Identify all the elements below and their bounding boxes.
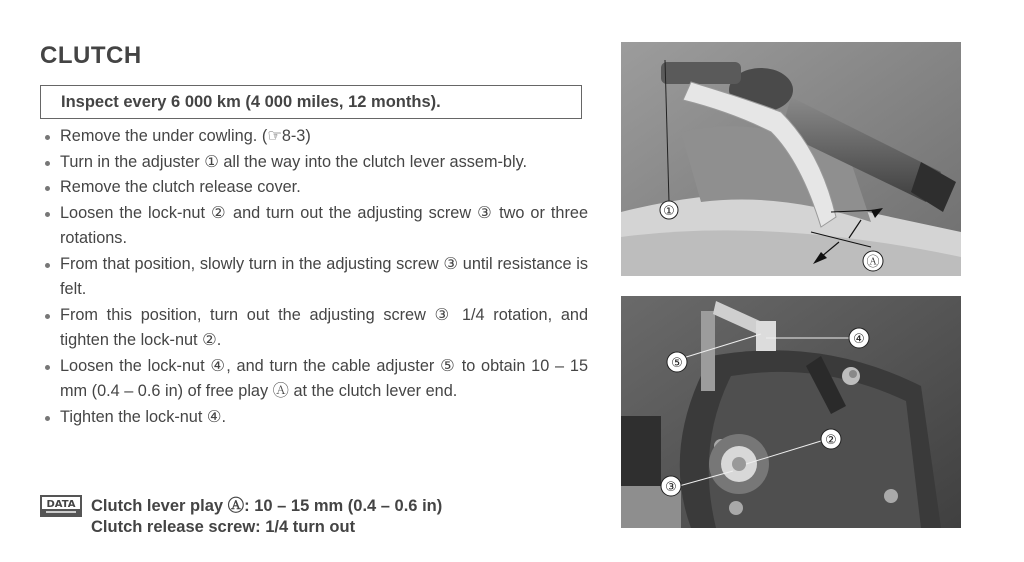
- step-item: Remove the under cowling. (☞8-3): [40, 124, 588, 150]
- clutch-lever-photo: [621, 42, 961, 276]
- spec-clutch-lever-play: Clutch lever play Ⓐ: 10 – 15 mm (0.4 – 0.6 in): [91, 497, 443, 515]
- section-title: CLUTCH: [40, 42, 142, 69]
- step-item: Loosen the lock-nut ② and turn out the adjusting screw ③ two or three rotations.: [40, 201, 588, 252]
- callout-lock-nut-lower: ②: [825, 433, 837, 448]
- callout-lock-nut-upper: ④: [853, 332, 865, 347]
- callout-cable-adjuster: ⑤: [671, 356, 683, 371]
- inspection-interval-text: Inspect every 6 000 km (4 000 miles, 12 months).: [61, 93, 441, 111]
- data-badge-label: DATA: [46, 499, 76, 510]
- callout-free-play: Ⓐ: [866, 255, 880, 270]
- step-item: Turn in the adjuster ① all the way into the clutch lever assem-bly.: [40, 150, 588, 176]
- callout-adjusting-screw: ③: [665, 480, 677, 495]
- inspection-interval-box: [40, 85, 582, 119]
- data-badge-icon: [40, 495, 82, 517]
- clutch-release-photo: [621, 296, 961, 528]
- spec-clutch-release-screw: Clutch release screw: 1/4 turn out: [91, 518, 356, 536]
- step-item: From this position, turn out the adjusting screw ③ 1/4 rotation, and tighten the lock-nut ②.: [40, 303, 588, 354]
- callout-adjuster: ①: [663, 204, 675, 219]
- step-item: Remove the clutch release cover.: [40, 175, 588, 201]
- step-item: From that position, slowly turn in the adjusting screw ③ until resistance is felt.: [40, 252, 588, 303]
- step-item: Tighten the lock-nut ④.: [40, 405, 588, 431]
- step-item: Loosen the lock-nut ④, and turn the cable adjuster ⑤ to obtain 10 – 15 mm (0.4 – 0.6 in) of free play Ⓐ at the clutch lever end.: [40, 354, 588, 405]
- procedure-steps: [40, 124, 588, 430]
